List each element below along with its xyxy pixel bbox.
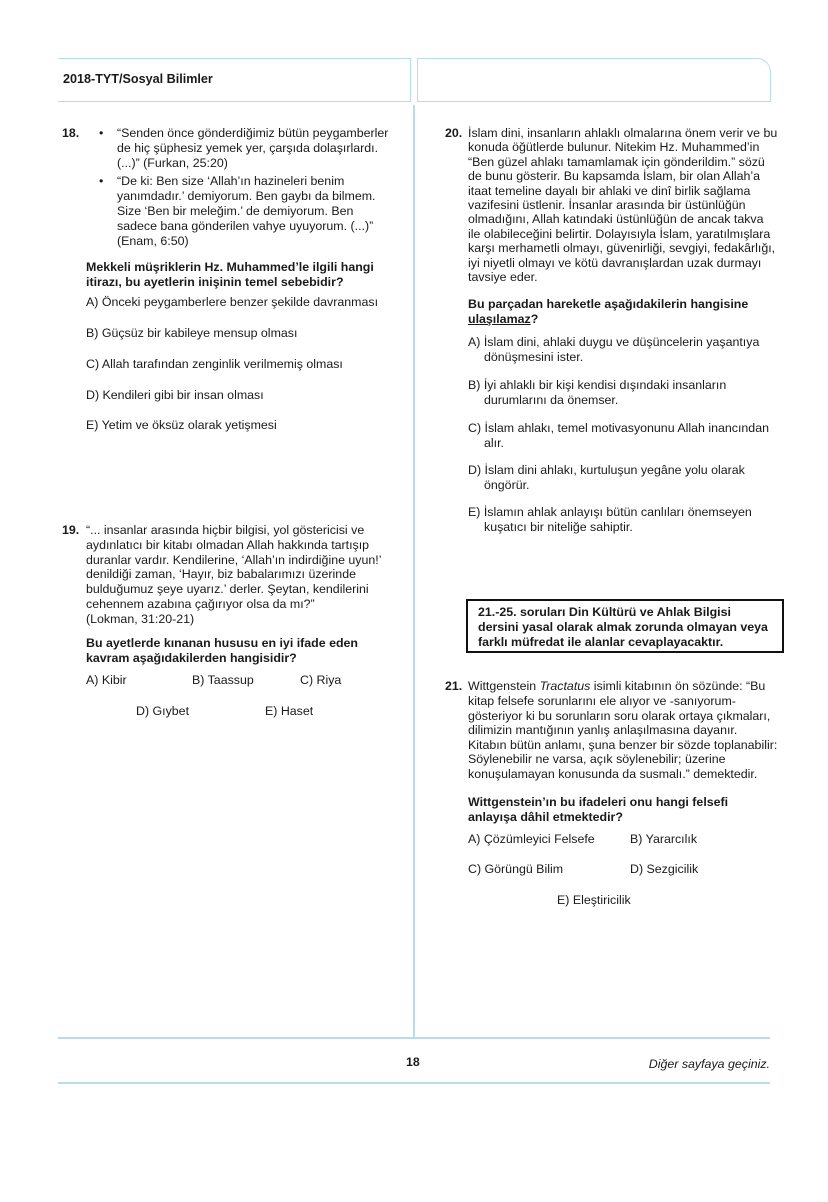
q21-text-line: dilimizin mantığının yanlış anlaşılmasına dayanır.: [468, 723, 738, 737]
q19-text-line: aydınlatıcı bir kitabı olmadan Allah hakkında tartışıp: [86, 537, 370, 552]
header-title: 2018-TYT/Sosyal Bilimler: [63, 72, 213, 86]
q18-option: D) Kendileri gibi bir insan olması: [86, 388, 264, 402]
q20-text-line: vazifesini üstlenir. İnsanlar arasında bir üstünlüğün: [468, 198, 746, 212]
q21-question-line: anlayışa dâhil etmektedir?: [468, 810, 623, 824]
q18-number: 18.: [62, 126, 80, 140]
q20-text-line: tavsiye eder.: [468, 270, 538, 284]
footer-bottom-line: [58, 1082, 770, 1084]
q20-option: C) İslam ahlakı, temel motivasyonunu Allah inancından: [468, 421, 769, 435]
q18-quote-line: sadece bana gönderilen vahye uyuyorum. (...)”: [117, 219, 374, 233]
q21-text-line: konuşulamayan konusunda da susmalı.” demektedir.: [468, 766, 758, 781]
q19-question-line: kavram aşağıdakilerden hangisidir?: [86, 651, 297, 665]
q18-quote-line: de hiç şüphesiz yemek yer, çarşıda dolaşırlardı.: [117, 141, 379, 155]
notice-line: 21.-25. soruları Din Kültürü ve Ahlak Bilgisi: [478, 605, 731, 619]
q18-option: E) Yetim ve öksüz olarak yetişmesi: [86, 418, 277, 432]
notice-line: farklı müfredat ile alanlar cevaplayacaktır.: [478, 635, 724, 649]
q19-option: A) Kibir: [86, 673, 127, 687]
q20-option-cont: öngörür.: [484, 478, 530, 492]
q18-quote-line: “De ki: Ben size ‘Allah’ın hazineleri benim: [117, 174, 345, 188]
q19-text-line: (Lokman, 31:20-21): [86, 611, 195, 626]
q18-question-line: Mekkeli müşriklerin Hz. Muhammed’le ilgili hangi: [86, 260, 374, 274]
q21-option: C) Görüngü Bilim: [468, 862, 564, 876]
q19-number: 19.: [62, 523, 80, 537]
q19-option: D) Gıybet: [136, 704, 190, 718]
q20-question-mark: ?: [530, 312, 539, 326]
q20-option-cont: dönüşmesini ister.: [484, 350, 584, 364]
q20-text-line: ile olabileceğini belirtir. Dolayısıyla İslam, yaratılmışlara: [468, 226, 771, 241]
q21-text: Wittgenstein: [468, 679, 540, 693]
q21-number: 21.: [445, 679, 463, 693]
header-right-box: [417, 58, 771, 102]
q20-question: [468, 297, 748, 327]
q19-question-line: Bu ayetlerde kınanan hususu en iyi ifade eden: [86, 636, 358, 650]
q20-option-cont: alır.: [484, 436, 504, 450]
q19-text-line: cehennem azabına çağırıyor olsa da mı?”: [86, 597, 315, 611]
q21-text-line: Kitabın bütün anlamı, şuna benzer bir sözde toplanabilir:: [468, 737, 778, 752]
q20-text-line: olmadığını, Allah katındaki üstünlüğün de ancak takva: [468, 212, 764, 227]
q20-option-cont: kuşatıcı bir niteliğe sahiptir.: [484, 520, 633, 534]
q19-text-line: duranlar vardır. Kendilerine, ‘Allah’ın indirdiğine uyun!’: [86, 552, 382, 567]
q21-text-line: kitap felsefe sorunlarını ele alıyor ve -sanıyorum-: [468, 694, 736, 708]
q18-quote-line: (Enam, 6:50): [117, 234, 189, 248]
q19-text-line: bulduğumuz şeye uyarız.’ derler. Şeytan, kendilerini: [86, 582, 369, 597]
q20-question-line: [468, 312, 748, 327]
q20-option: A) İslam dini, ahlaki duygu ve düşüncelerin yaşantıya: [468, 335, 760, 349]
q18-option: C) Allah tarafından zenginlik verilmemiş olması: [86, 357, 343, 371]
column-divider: [413, 105, 415, 1038]
q18-option: B) Güçsüz bir kabileye mensup olması: [86, 326, 298, 340]
q20-number: 20.: [445, 126, 463, 140]
q18-quote-line: yanımdadır.’ demiyorum. Ben gaybı da bilmem.: [117, 189, 376, 203]
bullet-icon: •: [99, 174, 104, 188]
q18-option: A) Önceki peygamberlere benzer şekilde davranması: [86, 295, 379, 309]
q19-text-line: denildiği zaman, ‘Hayır, biz babalarımızı üzerinde: [86, 567, 356, 582]
notice-line: dersini yasal olarak almak zorunda olmayan veya: [478, 620, 768, 634]
q21-book-title: Tractatus: [539, 679, 591, 693]
q20-text-line: “Ben güzel ahlakı tamamlamak için gönderildim.” sözü: [468, 154, 765, 169]
q20-text-line: karşı merhametli olmayı, güvenirliği, sevgiyi, fedakârlığı,: [468, 241, 776, 256]
q20-text-line: konuda öğütlerde bulunur. Nitekim Hz. Muhammed’in: [468, 140, 760, 155]
page-number: 18: [406, 1055, 420, 1069]
q21-option: B) Yararcılık: [630, 832, 698, 846]
q20-underlined-word: ulaşılamaz: [468, 312, 531, 326]
q20-option: E) İslamın ahlak anlayışı bütün canlıları önemseyen: [468, 505, 752, 519]
q19-text-line: “... insanlar arasında hiçbir bilgisi, yol göstericisi ve: [86, 523, 365, 537]
q19-option: E) Haset: [265, 704, 314, 718]
next-page-note: Diğer sayfaya geçiniz.: [648, 1057, 770, 1071]
q18-quote-line: Size ‘Ben bir meleğim.’ de demiyorum. Ben: [117, 204, 354, 218]
q21-option: E) Eleştiricilik: [557, 893, 631, 907]
footer-top-line: [58, 1037, 770, 1039]
q21-option: A) Çözümleyici Felsefe: [468, 832, 595, 846]
q20-question-line: Bu parçadan hareketle aşağıdakilerin hangisine: [468, 297, 749, 311]
q18-question-line: itirazı, bu ayetlerin inişinin temel sebebidir?: [86, 275, 344, 289]
q20-text-line: İslam dini, insanların ahlaklı olmalarına önem verir ve bu: [468, 126, 778, 140]
q20-option: B) İyi ahlaklı bir kişi kendisi dışındaki insanların: [468, 378, 727, 392]
q20-option: D) İslam dini ahlakı, kurtuluşun yegâne yolu olarak: [468, 463, 745, 477]
q21-text-line: [468, 679, 765, 694]
q21-text: isimli kitabının ön sözünde: “Bu: [590, 679, 766, 693]
notice-box: [466, 599, 784, 653]
bullet-icon: •: [99, 126, 104, 140]
q20-text-line: iyi niyetli olmayı ve kötü davranışlardan uzak durmayı: [468, 255, 762, 270]
q20-option-cont: durumlarını da önemser.: [484, 393, 619, 407]
q18-quote-line: “Senden önce gönderdiğimiz bütün peygamberler: [117, 126, 389, 140]
q19-option: B) Taassup: [192, 673, 254, 687]
q19-option: C) Riya: [300, 673, 342, 687]
q20-text-line: de bunu gösterir. Bu kapsamda İslam, bir olan Allah’a: [468, 169, 761, 184]
q21-text-line: Söylenebilir ne varsa, açık söylenebilir; üzerine: [468, 752, 726, 766]
q21-text-line: gösteriyor ki bu sorunların soru olarak ortaya çıkmaları,: [468, 708, 771, 723]
q20-text-line: itaat temeline dayalı bir ahlaki ve dinî birlik sağlama: [468, 183, 751, 198]
q21-question-line: Wittgenstein’ın bu ifadeleri onu hangi felsefi: [468, 795, 729, 809]
q18-quote-line: (...)” (Furkan, 25:20): [117, 156, 228, 170]
q21-option: D) Sezgicilik: [630, 862, 699, 876]
